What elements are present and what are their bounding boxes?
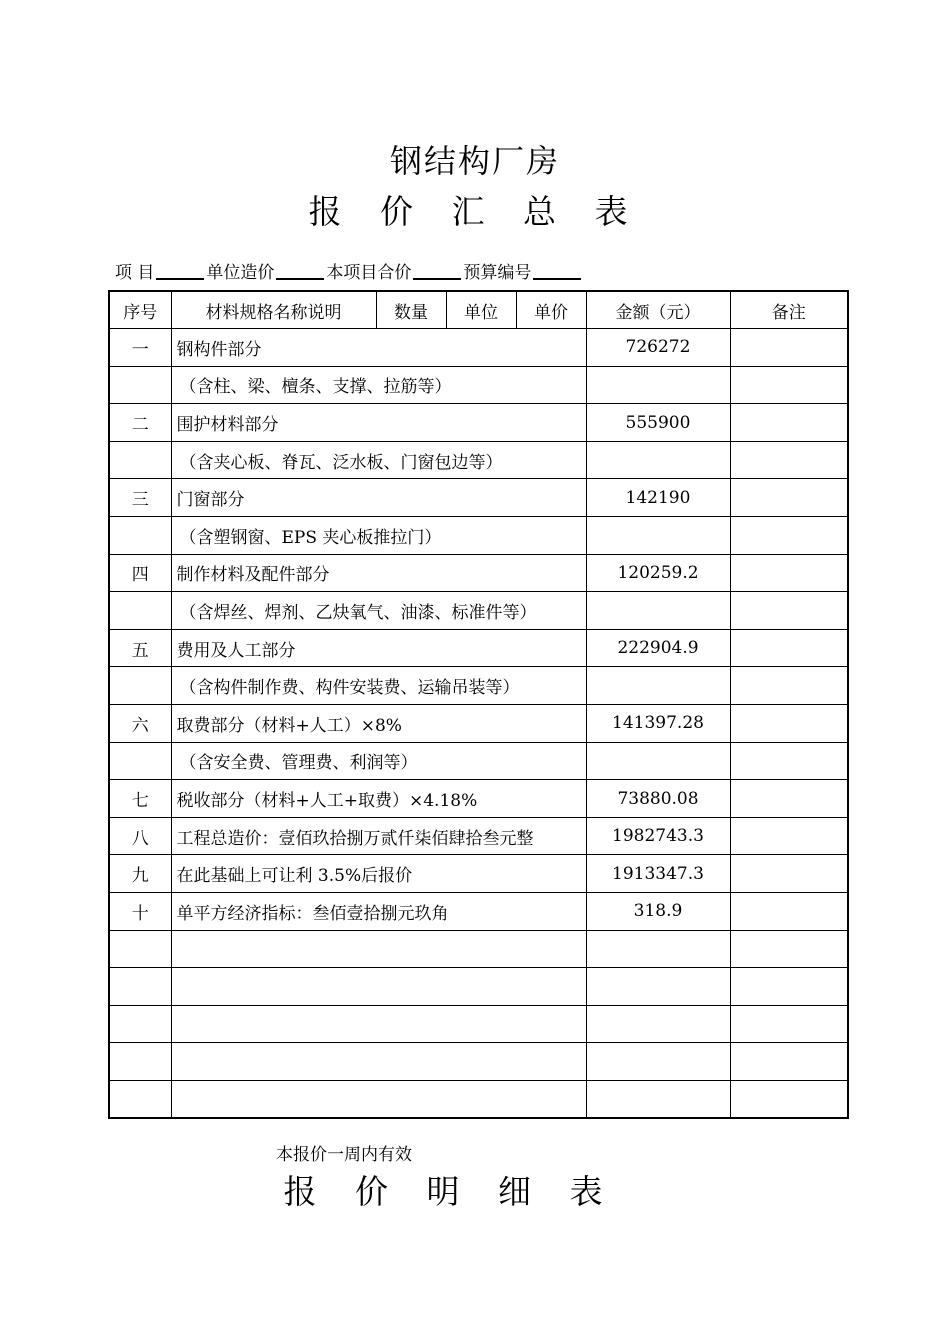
row-amount: 1913347.3	[586, 855, 730, 893]
empty-description	[171, 968, 586, 1006]
row-seq: 二	[109, 404, 171, 442]
header-seq: 序号	[109, 291, 171, 329]
header-amount: 金额（元）	[586, 291, 730, 329]
row-remark	[730, 705, 848, 743]
row-description: 税收部分（材料+人工+取费）×4.18%	[171, 780, 586, 818]
empty-amount	[586, 968, 730, 1006]
note-amount	[586, 517, 730, 555]
note-seq	[109, 366, 171, 404]
note-remark	[730, 441, 848, 479]
table-header-row	[109, 291, 848, 329]
note-amount	[586, 667, 730, 705]
empty-remark	[730, 1080, 848, 1118]
note-remark	[730, 517, 848, 555]
empty-remark	[730, 1043, 848, 1081]
info-line	[115, 258, 583, 283]
row-amount: 141397.28	[586, 705, 730, 743]
header-qty: 数量	[376, 291, 446, 329]
row-description: 工程总造价：壹佰玖拾捌万贰仟柒佰肆拾叁元整	[171, 817, 586, 855]
total-blank	[413, 262, 461, 280]
empty-seq	[109, 1005, 171, 1043]
table-row-note	[109, 441, 848, 479]
row-seq: 三	[109, 479, 171, 517]
table-row	[109, 554, 848, 592]
budget-no-label: 预算编号	[463, 263, 532, 283]
note-amount	[586, 742, 730, 780]
empty-amount	[586, 1005, 730, 1043]
row-amount: 318.9	[586, 893, 730, 931]
row-remark	[730, 855, 848, 893]
row-remark	[730, 554, 848, 592]
empty-row	[109, 1043, 848, 1081]
table-row	[109, 705, 848, 743]
note-remark	[730, 742, 848, 780]
detail-title: 报 价 明 细 表	[283, 1172, 617, 1211]
row-remark	[730, 780, 848, 818]
empty-amount	[586, 1080, 730, 1118]
row-note: （含焊丝、焊剂、乙炔氧气、油漆、标准件等）	[171, 592, 586, 630]
unit-cost-label: 单位造价	[206, 263, 275, 283]
row-description: 制作材料及配件部分	[171, 554, 586, 592]
row-seq: 五	[109, 629, 171, 667]
row-description: 费用及人工部分	[171, 629, 586, 667]
document-title: 钢结构厂房	[389, 142, 560, 180]
empty-remark	[730, 930, 848, 968]
table-row	[109, 780, 848, 818]
table-row	[109, 817, 848, 855]
note-seq	[109, 667, 171, 705]
total-label: 本项目合价	[326, 263, 412, 283]
empty-seq	[109, 968, 171, 1006]
row-description: 钢构件部分	[171, 329, 586, 367]
empty-seq	[109, 1080, 171, 1118]
empty-seq	[109, 930, 171, 968]
empty-remark	[730, 968, 848, 1006]
row-seq: 六	[109, 705, 171, 743]
header-material: 材料规格名称说明	[171, 291, 376, 329]
note-amount	[586, 441, 730, 479]
header-unit: 单位	[446, 291, 516, 329]
row-amount: 726272	[586, 329, 730, 367]
empty-row	[109, 1005, 848, 1043]
budget-no-blank	[533, 262, 581, 280]
row-note: （含夹心板、脊瓦、泛水板、门窗包边等）	[171, 441, 586, 479]
empty-seq	[109, 1043, 171, 1081]
header-price: 单价	[516, 291, 586, 329]
row-description: 单平方经济指标：叁佰壹拾捌元玖角	[171, 893, 586, 931]
empty-amount	[586, 1043, 730, 1081]
row-amount: 142190	[586, 479, 730, 517]
row-remark	[730, 629, 848, 667]
row-note: （含安全费、管理费、利润等）	[171, 742, 586, 780]
empty-description	[171, 930, 586, 968]
row-seq: 九	[109, 855, 171, 893]
table-row	[109, 404, 848, 442]
row-remark	[730, 329, 848, 367]
table-row-note	[109, 517, 848, 555]
row-amount: 555900	[586, 404, 730, 442]
table-row-note	[109, 592, 848, 630]
row-note: （含塑钢窗、EPS 夹心板推拉门）	[171, 517, 586, 555]
note-seq	[109, 517, 171, 555]
table-row	[109, 479, 848, 517]
validity-note: 本报价一周内有效	[276, 1145, 412, 1165]
row-seq: 一	[109, 329, 171, 367]
note-remark	[730, 366, 848, 404]
note-remark	[730, 667, 848, 705]
table-row	[109, 893, 848, 931]
row-seq: 四	[109, 554, 171, 592]
row-remark	[730, 817, 848, 855]
empty-amount	[586, 930, 730, 968]
row-amount: 222904.9	[586, 629, 730, 667]
row-amount: 1982743.3	[586, 817, 730, 855]
row-seq: 十	[109, 893, 171, 931]
unit-cost-blank	[276, 262, 324, 280]
note-amount	[586, 592, 730, 630]
row-amount: 73880.08	[586, 780, 730, 818]
row-remark	[730, 893, 848, 931]
row-note: （含柱、梁、檀条、支撑、拉筋等）	[171, 366, 586, 404]
empty-description	[171, 1043, 586, 1081]
note-seq	[109, 441, 171, 479]
header-remark: 备注	[730, 291, 848, 329]
table-row	[109, 329, 848, 367]
empty-description	[171, 1005, 586, 1043]
row-seq: 八	[109, 817, 171, 855]
project-label: 项 目	[115, 263, 155, 283]
document-subtitle: 报 价 汇 总 表	[308, 192, 642, 231]
empty-row	[109, 1080, 848, 1118]
note-seq	[109, 592, 171, 630]
empty-remark	[730, 1005, 848, 1043]
empty-description	[171, 1080, 586, 1118]
row-description: 在此基础上可让利 3.5%后报价	[171, 855, 586, 893]
project-blank	[156, 262, 204, 280]
table-row-note	[109, 742, 848, 780]
table-row-note	[109, 366, 848, 404]
row-seq: 七	[109, 780, 171, 818]
summary-table	[108, 290, 849, 1119]
row-description: 围护材料部分	[171, 404, 586, 442]
row-description: 取费部分（材料+人工）×8%	[171, 705, 586, 743]
table-row-note	[109, 667, 848, 705]
note-remark	[730, 592, 848, 630]
table-row	[109, 629, 848, 667]
empty-row	[109, 930, 848, 968]
row-remark	[730, 479, 848, 517]
row-amount: 120259.2	[586, 554, 730, 592]
table-row	[109, 855, 848, 893]
empty-row	[109, 968, 848, 1006]
note-amount	[586, 366, 730, 404]
row-description: 门窗部分	[171, 479, 586, 517]
row-note: （含构件制作费、构件安装费、运输吊装等）	[171, 667, 586, 705]
note-seq	[109, 742, 171, 780]
row-remark	[730, 404, 848, 442]
